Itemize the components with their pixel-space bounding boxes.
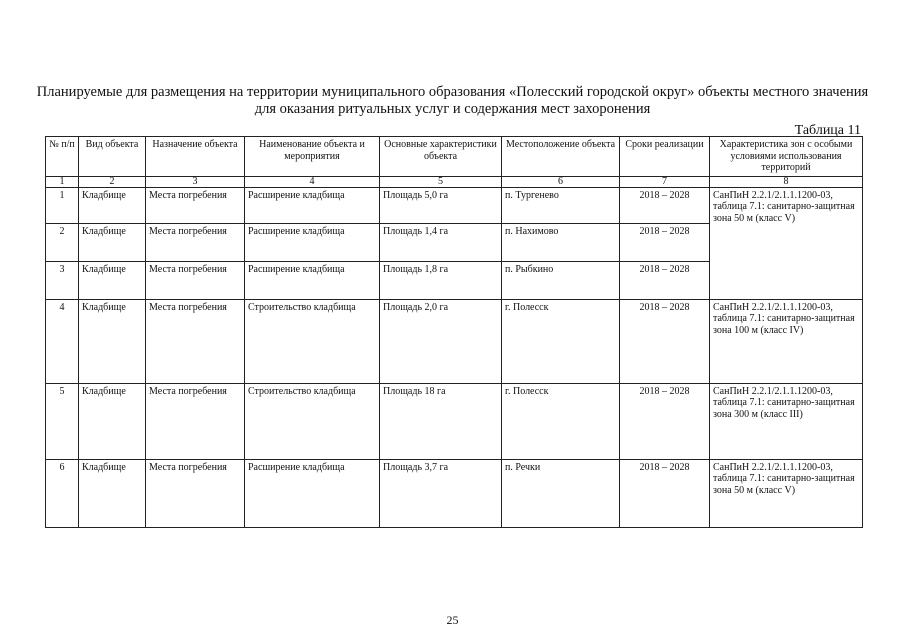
object-characteristics: Площадь 5,0 га	[380, 187, 502, 223]
row-number: 4	[46, 299, 79, 383]
implementation-period: 2018 – 2028	[620, 187, 710, 223]
page-number: 25	[446, 613, 459, 627]
object-name: Расширение кладбища	[245, 223, 380, 261]
zone-characteristics: СанПиН 2.2.1/2.1.1.1200-03, таблица 7.1: санитарно-защитная зона 50 м (класс V)	[710, 459, 863, 527]
header-row	[46, 137, 863, 177]
object-name: Расширение кладбища	[245, 459, 380, 527]
table-row	[46, 299, 863, 383]
column-number: 2	[79, 176, 146, 187]
column-number: 4	[245, 176, 380, 187]
implementation-period: 2018 – 2028	[620, 299, 710, 383]
zone-characteristics: СанПиН 2.2.1/2.1.1.1200-03, таблица 7.1: санитарно-защитная зона 300 м (класс III)	[710, 383, 863, 459]
column-number: 8	[710, 176, 863, 187]
document-title: Планируемые для размещения на территории муниципального образования «Полесский городской округ» объекты местного значения для оказания ритуальных услуг и содержания мест захоронения	[36, 84, 869, 117]
object-name: Расширение кладбища	[245, 261, 380, 299]
column-number-row	[46, 176, 863, 187]
object-characteristics: Площадь 1,8 га	[380, 261, 502, 299]
object-type: Кладбище	[79, 459, 146, 527]
object-characteristics: Площадь 18 га	[380, 383, 502, 459]
object-characteristics: Площадь 2,0 га	[380, 299, 502, 383]
object-name: Строительство кладбища	[245, 299, 380, 383]
row-number: 2	[46, 223, 79, 261]
object-characteristics: Площадь 3,7 га	[380, 459, 502, 527]
column-number: 6	[502, 176, 620, 187]
header-cell: Сроки реализации	[620, 137, 710, 177]
header-cell: Вид объекта	[79, 137, 146, 177]
object-characteristics: Площадь 1,4 га	[380, 223, 502, 261]
table-label: Таблица 11	[794, 123, 861, 138]
table-row	[46, 187, 863, 223]
zone-characteristics: СанПиН 2.2.1/2.1.1.1200-03, таблица 7.1: санитарно-защитная зона 50 м (класс V)	[710, 187, 863, 299]
header-cell: Основные характеристики объекта	[380, 137, 502, 177]
zone-characteristics: СанПиН 2.2.1/2.1.1.1200-03, таблица 7.1: санитарно-защитная зона 100 м (класс IV)	[710, 299, 863, 383]
object-name: Строительство кладбища	[245, 383, 380, 459]
object-purpose: Места погребения	[146, 261, 245, 299]
object-purpose: Места погребения	[146, 383, 245, 459]
implementation-period: 2018 – 2028	[620, 261, 710, 299]
object-location: г. Полесск	[502, 299, 620, 383]
header-cell: № п/п	[46, 137, 79, 177]
object-location: г. Полесск	[502, 383, 620, 459]
object-location: п. Тургенево	[502, 187, 620, 223]
row-number: 5	[46, 383, 79, 459]
implementation-period: 2018 – 2028	[620, 383, 710, 459]
table-row	[46, 459, 863, 527]
row-number: 1	[46, 187, 79, 223]
object-purpose: Места погребения	[146, 187, 245, 223]
object-location: п. Речки	[502, 459, 620, 527]
header-cell: Назначение объекта	[146, 137, 245, 177]
object-purpose: Места погребения	[146, 459, 245, 527]
object-purpose: Места погребения	[146, 223, 245, 261]
implementation-period: 2018 – 2028	[620, 459, 710, 527]
object-type: Кладбище	[79, 223, 146, 261]
header-cell: Местоположение объекта	[502, 137, 620, 177]
row-number: 3	[46, 261, 79, 299]
header-cell: Наименование объекта и мероприятия	[245, 137, 380, 177]
cemetery-objects-table	[45, 136, 863, 528]
object-type: Кладбище	[79, 299, 146, 383]
object-location: п. Нахимово	[502, 223, 620, 261]
header-cell: Характеристика зон с особыми условиями использования территорий	[710, 137, 863, 177]
object-type: Кладбище	[79, 261, 146, 299]
object-name: Расширение кладбища	[245, 187, 380, 223]
table-row	[46, 383, 863, 459]
column-number: 1	[46, 176, 79, 187]
object-type: Кладбище	[79, 187, 146, 223]
implementation-period: 2018 – 2028	[620, 223, 710, 261]
column-number: 5	[380, 176, 502, 187]
column-number: 7	[620, 176, 710, 187]
column-number: 3	[146, 176, 245, 187]
object-location: п. Рыбкино	[502, 261, 620, 299]
row-number: 6	[46, 459, 79, 527]
object-purpose: Места погребения	[146, 299, 245, 383]
object-type: Кладбище	[79, 383, 146, 459]
